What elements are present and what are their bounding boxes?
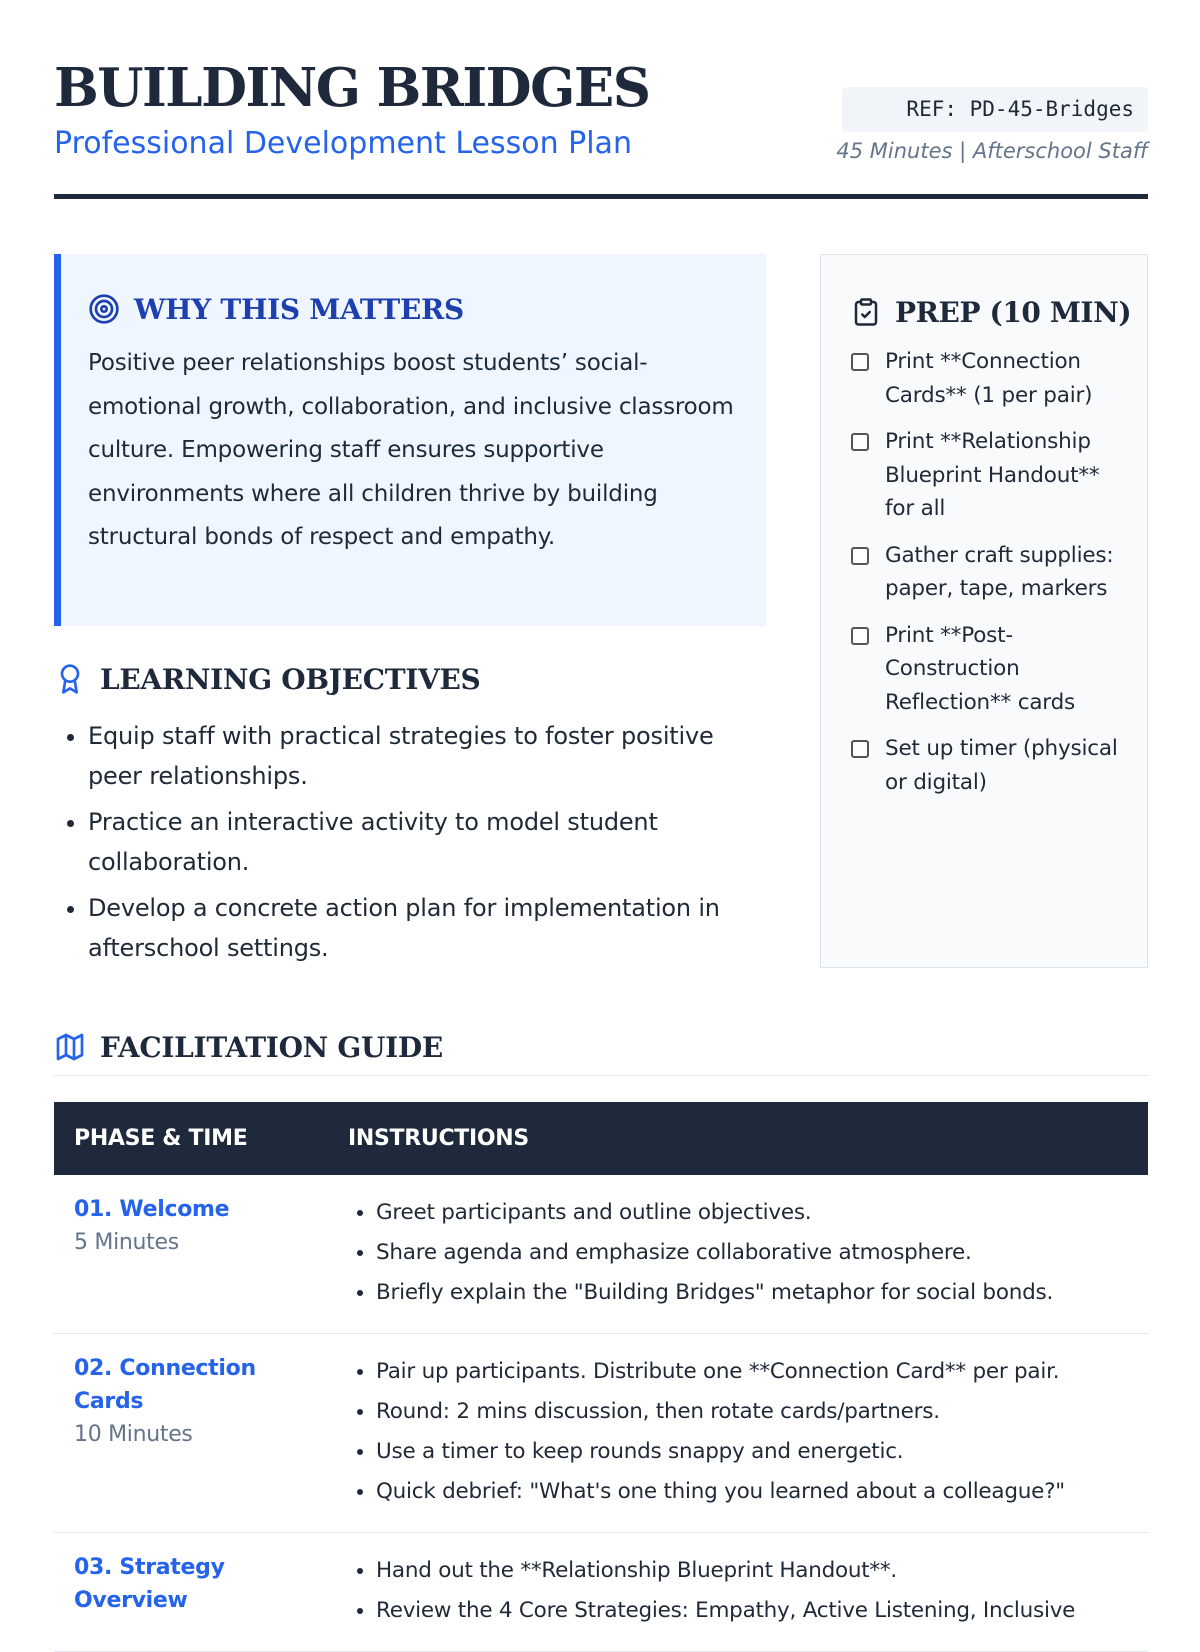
- instructions-list: [348, 1193, 1138, 1313]
- table-row: [54, 1175, 1148, 1334]
- guide-divider: [54, 1075, 1148, 1076]
- duration-audience: 45 Minutes | Afterschool Staff: [836, 139, 1148, 163]
- column-header-instructions: INSTRUCTIONS: [328, 1102, 1148, 1175]
- phase-name: 01. Welcome: [74, 1197, 230, 1222]
- why-this-matters-box: [54, 254, 766, 626]
- prep-item-label: Print **Connection Cards** (1 per pair): [885, 349, 1093, 408]
- table-row: [54, 1334, 1148, 1533]
- prep-item-label: Print **Relationship Blueprint Handout** for all: [885, 429, 1100, 521]
- header-divider: [54, 194, 1148, 199]
- prep-item-label: Set up timer (physical or digital): [885, 736, 1118, 795]
- instructions-cell: [328, 1175, 1148, 1334]
- guide-title: FACILITATION GUIDE: [100, 1030, 443, 1064]
- phase-cell: [54, 1533, 328, 1652]
- phase-time: 5 Minutes: [74, 1230, 179, 1255]
- objectives-title: LEARNING OBJECTIVES: [100, 662, 481, 696]
- instructions-list: [348, 1352, 1138, 1512]
- objective-item: • Practice an interactive activity to model student collaboration.: [88, 802, 766, 882]
- instruction-item: • Round: 2 mins discussion, then rotate cards/partners.: [376, 1392, 1138, 1432]
- instruction-item: • Briefly explain the "Building Bridges" metaphor for social bonds.: [376, 1273, 1138, 1313]
- prep-item: [851, 539, 1131, 606]
- prep-checkbox[interactable]: [851, 627, 869, 645]
- reference-badge: REF: PD-45-Bridges: [842, 87, 1148, 132]
- prep-item: [851, 619, 1131, 720]
- prep-item: [851, 425, 1131, 526]
- instructions-cell: [328, 1334, 1148, 1533]
- instruction-item: • Hand out the **Relationship Blueprint Handout**.: [376, 1551, 1138, 1591]
- prep-checkbox[interactable]: [851, 547, 869, 565]
- prep-checklist-box: [820, 254, 1148, 968]
- page-subtitle: Professional Development Lesson Plan: [54, 126, 632, 161]
- instructions-cell: [328, 1533, 1148, 1652]
- phase-name: 02. Connection Cards: [74, 1356, 256, 1414]
- why-heading: [88, 284, 740, 334]
- prep-checkbox[interactable]: [851, 740, 869, 758]
- objective-item: • Develop a concrete action plan for implementation in afterschool settings.: [88, 888, 766, 968]
- target-icon: [88, 293, 120, 325]
- instructions-list: [348, 1551, 1138, 1631]
- prep-checkbox[interactable]: [851, 433, 869, 451]
- column-header-phase: PHASE & TIME: [54, 1102, 328, 1175]
- why-text: Positive peer relationships boost students’ social-emotional growth, collaboration, and inclusive classroom culture. Empowering staff ensures supportive environments where all children thrive by building structural bonds of respect and empathy.: [88, 350, 734, 550]
- prep-item: [851, 732, 1131, 799]
- instruction-item: • Quick debrief: "What's one thing you learned about a colleague?": [376, 1472, 1138, 1512]
- table-header-row: [54, 1102, 1148, 1175]
- why-title: WHY THIS MATTERS: [134, 292, 464, 326]
- map-icon: [54, 1031, 86, 1063]
- guide-heading: [54, 1022, 443, 1072]
- objective-item: • Equip staff with practical strategies to foster positive peer relationships.: [88, 716, 766, 796]
- header: [54, 55, 1148, 205]
- instruction-item: • Greet participants and outline objectives.: [376, 1193, 1138, 1233]
- award-icon: [54, 663, 86, 695]
- prep-item-label: Print **Post-Construction Reflection** cards: [885, 622, 1076, 715]
- phase-time: 10 Minutes: [74, 1422, 193, 1447]
- instruction-item: • Use a timer to keep rounds snappy and energetic.: [376, 1432, 1138, 1472]
- instruction-item: • Share agenda and emphasize collaborative atmosphere.: [376, 1233, 1138, 1273]
- prep-item: [851, 345, 1131, 412]
- instruction-item: • Review the 4 Core Strategies: Empathy, Active Listening, Inclusive: [376, 1591, 1138, 1631]
- prep-heading: [851, 287, 1131, 337]
- objectives-heading: [54, 654, 480, 704]
- phase-cell: [54, 1175, 328, 1334]
- phase-cell: [54, 1334, 328, 1533]
- objectives-list: [54, 716, 766, 974]
- table-row: [54, 1533, 1148, 1652]
- instruction-item: • Pair up participants. Distribute one **Connection Card** per pair.: [376, 1352, 1138, 1392]
- prep-item-label: Gather craft supplies: paper, tape, markers: [885, 542, 1114, 601]
- prep-title: PREP (10 MIN): [895, 295, 1132, 329]
- facilitation-table: [54, 1102, 1148, 1652]
- prep-checkbox[interactable]: [851, 353, 869, 371]
- page-title: BUILDING BRIDGES: [54, 57, 650, 119]
- clipboard-check-icon: [851, 296, 881, 328]
- phase-name: 03. Strategy Overview: [74, 1555, 225, 1613]
